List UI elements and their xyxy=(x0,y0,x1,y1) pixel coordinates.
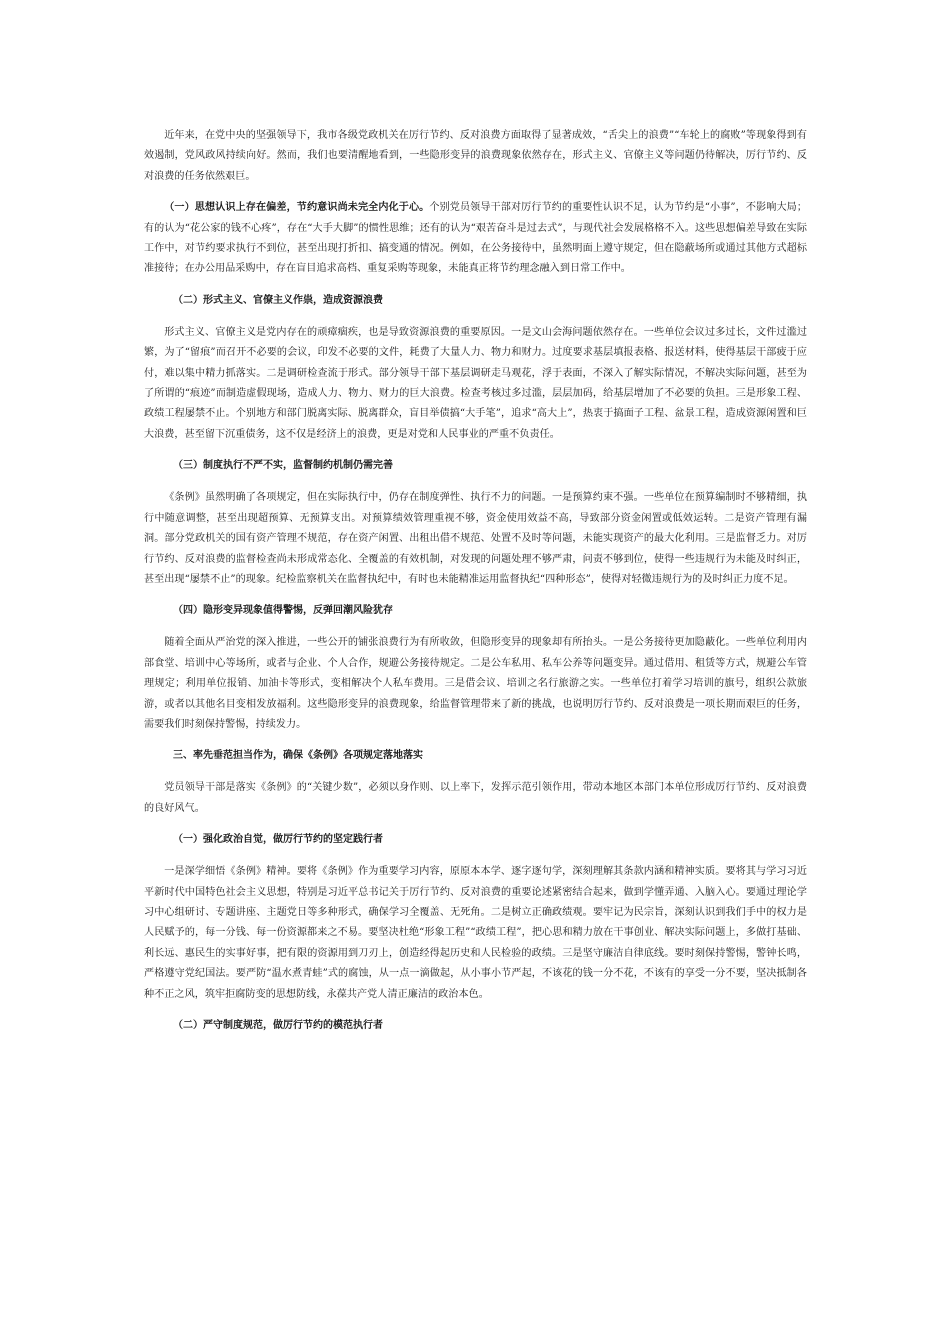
part-3-intro-paragraph: 党员领导干部是落实《条例》的“关键少数”，必须以身作则、以上率下，发挥示范引领作用，带动本地区本部门本单位形成厉行节约、反对浪费的良好风气。 xyxy=(144,782,807,814)
part-3-section-1-paragraph: 一是深学细悟《条例》精神。要将《条例》作为重要学习内容，原原本本学、逐字逐句学，深刻理解其条款内涵和精神实质。要将其与学习习近平新时代中国特色社会主义思想，特别是习近平总书记关于厉行节约、反对浪费的重要论述紧密结合起来，做到学懂弄通、入脑入心。要通过理论学习中心组研讨、专题讲座、主题党日等多种形式，确保学习全覆盖、无死角。二是树立正确政绩观。要牢记为民宗旨，深刻认识到我们手中的权力是人民赋予的，每一分钱、每一份资源都来之不易。要坚决杜绝“形象工程”“政绩工程”，把心思和精力放在干事创业、解决实际问题上，多做打基础、利长远、惠民生的实事好事，把有限的资源用到刀刃上，创造经得起历史和人民检验的政绩。三是坚守廉洁自律底线。要时刻保持警惕，警钟长鸣，严格遵守党纪国法。要严防“温水煮青蛙”式的腐蚀，从一点一滴做起，从小事小节严起，不该花的钱一分不花，不该有的享受一分不要，坚决抵制各种不正之风，筑牢拒腐防变的思想防线，永葆共产党人清正廉洁的政治本色。 xyxy=(144,866,807,1000)
section-2-paragraph: 形式主义、官僚主义是党内存在的顽瘴痼疾，也是导致资源浪费的重要原因。一是文山会海问题依然存在。一些单位会议过多过长，文件过滥过繁，为了“留痕”而召开不必要的会议，印发不必要的文件，耗费了大量人力、物力和财力。过度要求基层填报表格、报送材料，使得基层干部疲于应付，难以集中精力抓落实。二是调研检查流于形式。部分领导干部下基层调研走马观花，浮于表面，不深入了解实际情况，不解决实际问题，甚至为了所谓的“痕迹”而制造虚假现场，造成人力、物力、财力的巨大浪费。检查考核过多过滥，层层加码，给基层增加了不必要的负担。三是形象工程、政绩工程屡禁不止。个别地方和部门脱离实际、脱离群众，盲目举债搞“大手笔”，追求“高大上”，热衷于搞面子工程、盆景工程，造成资源闲置和巨大浪费，甚至留下沉重债务，这不仅是经济上的浪费，更是对党和人民事业的严重不负责任。 xyxy=(144,326,807,440)
section-3-paragraph: 《条例》虽然明确了各项规定，但在实际执行中，仍存在制度弹性、执行不力的问题。一是预算约束不强。一些单位在预算编制时不够精细，执行中随意调整，甚至出现超预算、无预算支出。对预算绩效管理重视不够，资金使用效益不高，导致部分资金闲置或低效运转。二是资产管理有漏洞。部分党政机关的国有资产管理不规范，存在资产闲置、出租出借不规范、处置不及时等问题，未能实现资产的最大化利用。三是监督乏力。对厉行节约、反对浪费的监督检查尚未形成常态化、全覆盖的有效机制，对发现的问题处理不够严肃，问责不够到位，使得一些违规行为未能及时纠正，甚至出现“屡禁不止”的现象。纪检监察机关在监督执纪中，有时也未能精准运用监督执纪“四种形态”，使得对轻微违规行为的及时纠正力度不足。 xyxy=(144,492,807,585)
part-3-section-2-heading: （二）严守制度规范，做厉行节约的模范执行者 xyxy=(173,1020,383,1031)
section-4-paragraph: 随着全面从严治党的深入推进，一些公开的铺张浪费行为有所收敛，但隐形变异的现象却有所抬头。一是公务接待更加隐蔽化。一些单位利用内部食堂、培训中心等场所，或者与企业、个人合作，规避公务接待规定。二是公车私用、私车公养等问题变异。通过借用、租赁等方式，规避公车管理规定；利用单位报销、加油卡等形式，变相解决个人私车费用。三是借会议、培训之名行旅游之实。一些单位打着学习培训的旗号，组织公款旅游，或者以其他名目变相发放福利。这些隐形变异的浪费现象，给监督管理带来了新的挑战，也说明厉行节约、反对浪费是一项长期而艰巨的任务，需要我们时刻保持警惕，持续发力。 xyxy=(144,637,807,730)
section-3-heading: （三）制度执行不严不实，监督制约机制仍需完善 xyxy=(173,460,393,472)
section-1-body: 个别党员领导干部对厉行节约的重要性认识不足，认为节约是“小事”，不影响大局；有的认为“花公家的钱不心疼”，存在“大手大脚”的惯性思维；还有的认为“艰苦奋斗是过去式”，与现代社会发展格格不入。这些思想偏差导致在实际工作中，对节约要求执行不到位，甚至出现打折扣、搞变通的情况。例如，在公务接待中，虽然明面上遵守规定，但在隐蔽场所或通过其他方式超标准接待；在办公用品采购中，存在盲目追求高档、重复采购等现象，未能真正将节约理念融入到日常工作中。 xyxy=(144,202,807,275)
intro-paragraph: 近年来，在党中央的坚强领导下，我市各级党政机关在厉行节约、反对浪费方面取得了显著成效，“舌尖上的浪费”“车轮上的腐败”等现象得到有效遏制，党风政风持续向好。然而，我们也要清醒地看到，一些隐形变异的浪费现象依然存在，形式主义、官僚主义等问题仍待解决，厉行节约、反对浪费的任务依然艰巨。 xyxy=(144,130,807,182)
section-2-heading: （二）形式主义、官僚主义作祟，造成资源浪费 xyxy=(173,294,383,306)
section-1-heading: （一）思想认识上存在偏差，节约意识尚未完全内化于心。 xyxy=(164,202,430,214)
part-3-section-1-heading: （一）强化政治自觉，做厉行节约的坚定践行者 xyxy=(173,834,383,846)
section-4-heading: （四）隐形变异现象值得警惕，反弹回潮风险犹存 xyxy=(173,605,393,617)
part-3-heading: 三、率先垂范担当作为，确保《条例》各项规定落地落实 xyxy=(173,750,423,762)
document-body xyxy=(144,126,807,1048)
section-1-paragraph xyxy=(144,198,807,280)
